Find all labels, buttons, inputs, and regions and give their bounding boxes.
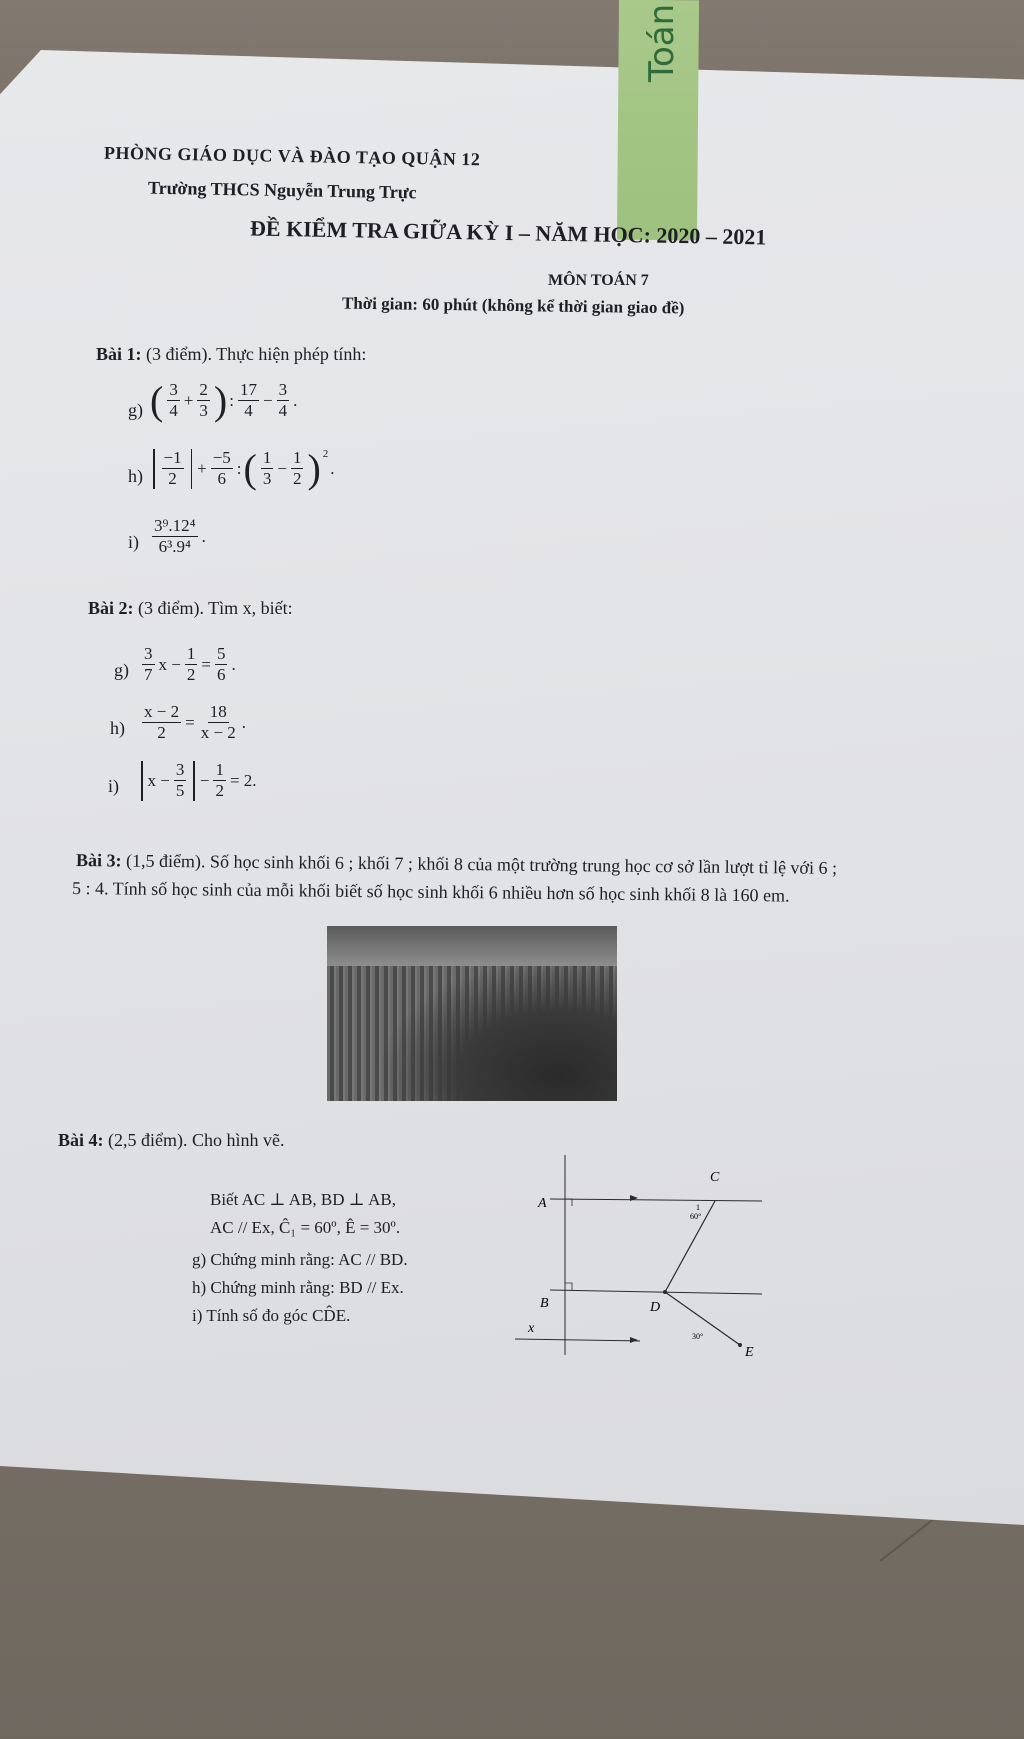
label-angle-c: 60°: [690, 1212, 702, 1221]
bai2-equation-i: x − $\frac{3}{5}$ − $\frac{1}{2}$ = 2.: [138, 760, 257, 801]
exam-duration: Thời gian: 60 phút (không kể thời gian giao đề): [341, 293, 685, 318]
label-d: D: [650, 1300, 661, 1315]
label-angle-c-index: 1: [696, 1203, 700, 1212]
bai1-heading: Bài 1: (3 điểm). Thực hiện phép tính:: [96, 344, 367, 364]
bai3-line2: 5 : 4. Tính số học sinh của mỗi khối biết số học sinh khối 6 nhiều hơn số học sinh khối 8 là 160 em.: [71, 878, 790, 906]
bai1-item-g-label: g): [128, 400, 143, 420]
point-e: [738, 1343, 742, 1347]
bai1-item-h-label: h): [128, 466, 143, 486]
label-b: B: [540, 1296, 549, 1311]
bai2-item-i-label: i): [108, 776, 119, 796]
bai4-given-1: Biết AC ⊥ AB, BD ⊥ AB,: [210, 1190, 396, 1209]
bai4-question-g: g) Chứng minh rằng: AC // BD.: [192, 1250, 408, 1269]
line-ac: [550, 1199, 762, 1201]
bai3-line1: Bài 3: (1,5 điểm). Số học sinh khối 6 ; khối 7 ; khối 8 của một trường trung học cơ sở lần lượt tỉ lệ với 6 ;: [75, 850, 838, 878]
bai1-expression-h: $\frac{-1}{2}$ + $\frac{-5}{6}$ : ( $\frac{1}{3}$ − $\frac{1}{2}$ ) 2 .: [150, 448, 335, 489]
label-angle-e: 30°: [692, 1332, 704, 1341]
school-assembly-photo: [327, 926, 617, 1101]
bai4-question-h: h) Chứng minh rằng: BD // Ex.: [192, 1278, 404, 1297]
bai1-expression-i: $\frac{\text{3⁹.12⁴}}{\text{6³.9⁴}}$ .: [154, 516, 206, 556]
point-d: [663, 1290, 667, 1294]
exam-subject: MÔN TOÁN 7: [548, 272, 649, 289]
right-angle-b: [565, 1283, 572, 1290]
label-e: E: [745, 1345, 754, 1360]
bai2-heading: Bài 2: (3 điểm). Tìm x, biết:: [88, 598, 293, 618]
bai2-item-h-label: h): [110, 718, 125, 738]
bai4-heading: Bài 4: (2,5 điểm). Cho hình vẽ.: [58, 1130, 285, 1150]
line-ex: [515, 1339, 640, 1341]
bai1-item-i-label: i): [128, 532, 139, 552]
geometry-figure: [510, 1155, 780, 1370]
label-c: C: [710, 1170, 720, 1185]
line-bd: [550, 1290, 762, 1294]
label-a: A: [538, 1196, 547, 1211]
bai2-equation-h: $\frac{x - 2}{2}$ = $\frac{18}{x - 2}$ .: [144, 702, 247, 742]
bai2-item-g-label: g): [114, 660, 129, 680]
bai4-given-2: AC // Ex, Ĉ₁ = 60º, Ê = 30º.: [210, 1218, 401, 1237]
sticky-note-text: Toán: [642, 3, 682, 82]
arrow-ex: [630, 1337, 638, 1343]
exam-title: ĐỀ KIỂM TRA GIỮA KỲ I – NĂM HỌC: 2020 – 2021: [249, 215, 767, 250]
bai4-question-i: i) Tính số đo góc CD̂E.: [192, 1306, 351, 1325]
bai2-equation-g: $\frac{3}{7}$ x − $\frac{1}{2}$ = $\frac{5}{6}$ .: [144, 644, 236, 684]
department-name: PHÒNG GIÁO DỤC VÀ ĐÀO TẠO QUẬN 12: [103, 142, 481, 170]
bai1-expression-g: ( $\frac{3}{4}$ + $\frac{2}{3}$ ) : $\frac{17}{4}$ − $\frac{3}{4}$ .: [150, 377, 298, 423]
label-x: x: [528, 1321, 535, 1336]
school-name: Trường THCS Nguyễn Trung Trực: [147, 177, 417, 203]
right-angle-a: [565, 1199, 572, 1206]
